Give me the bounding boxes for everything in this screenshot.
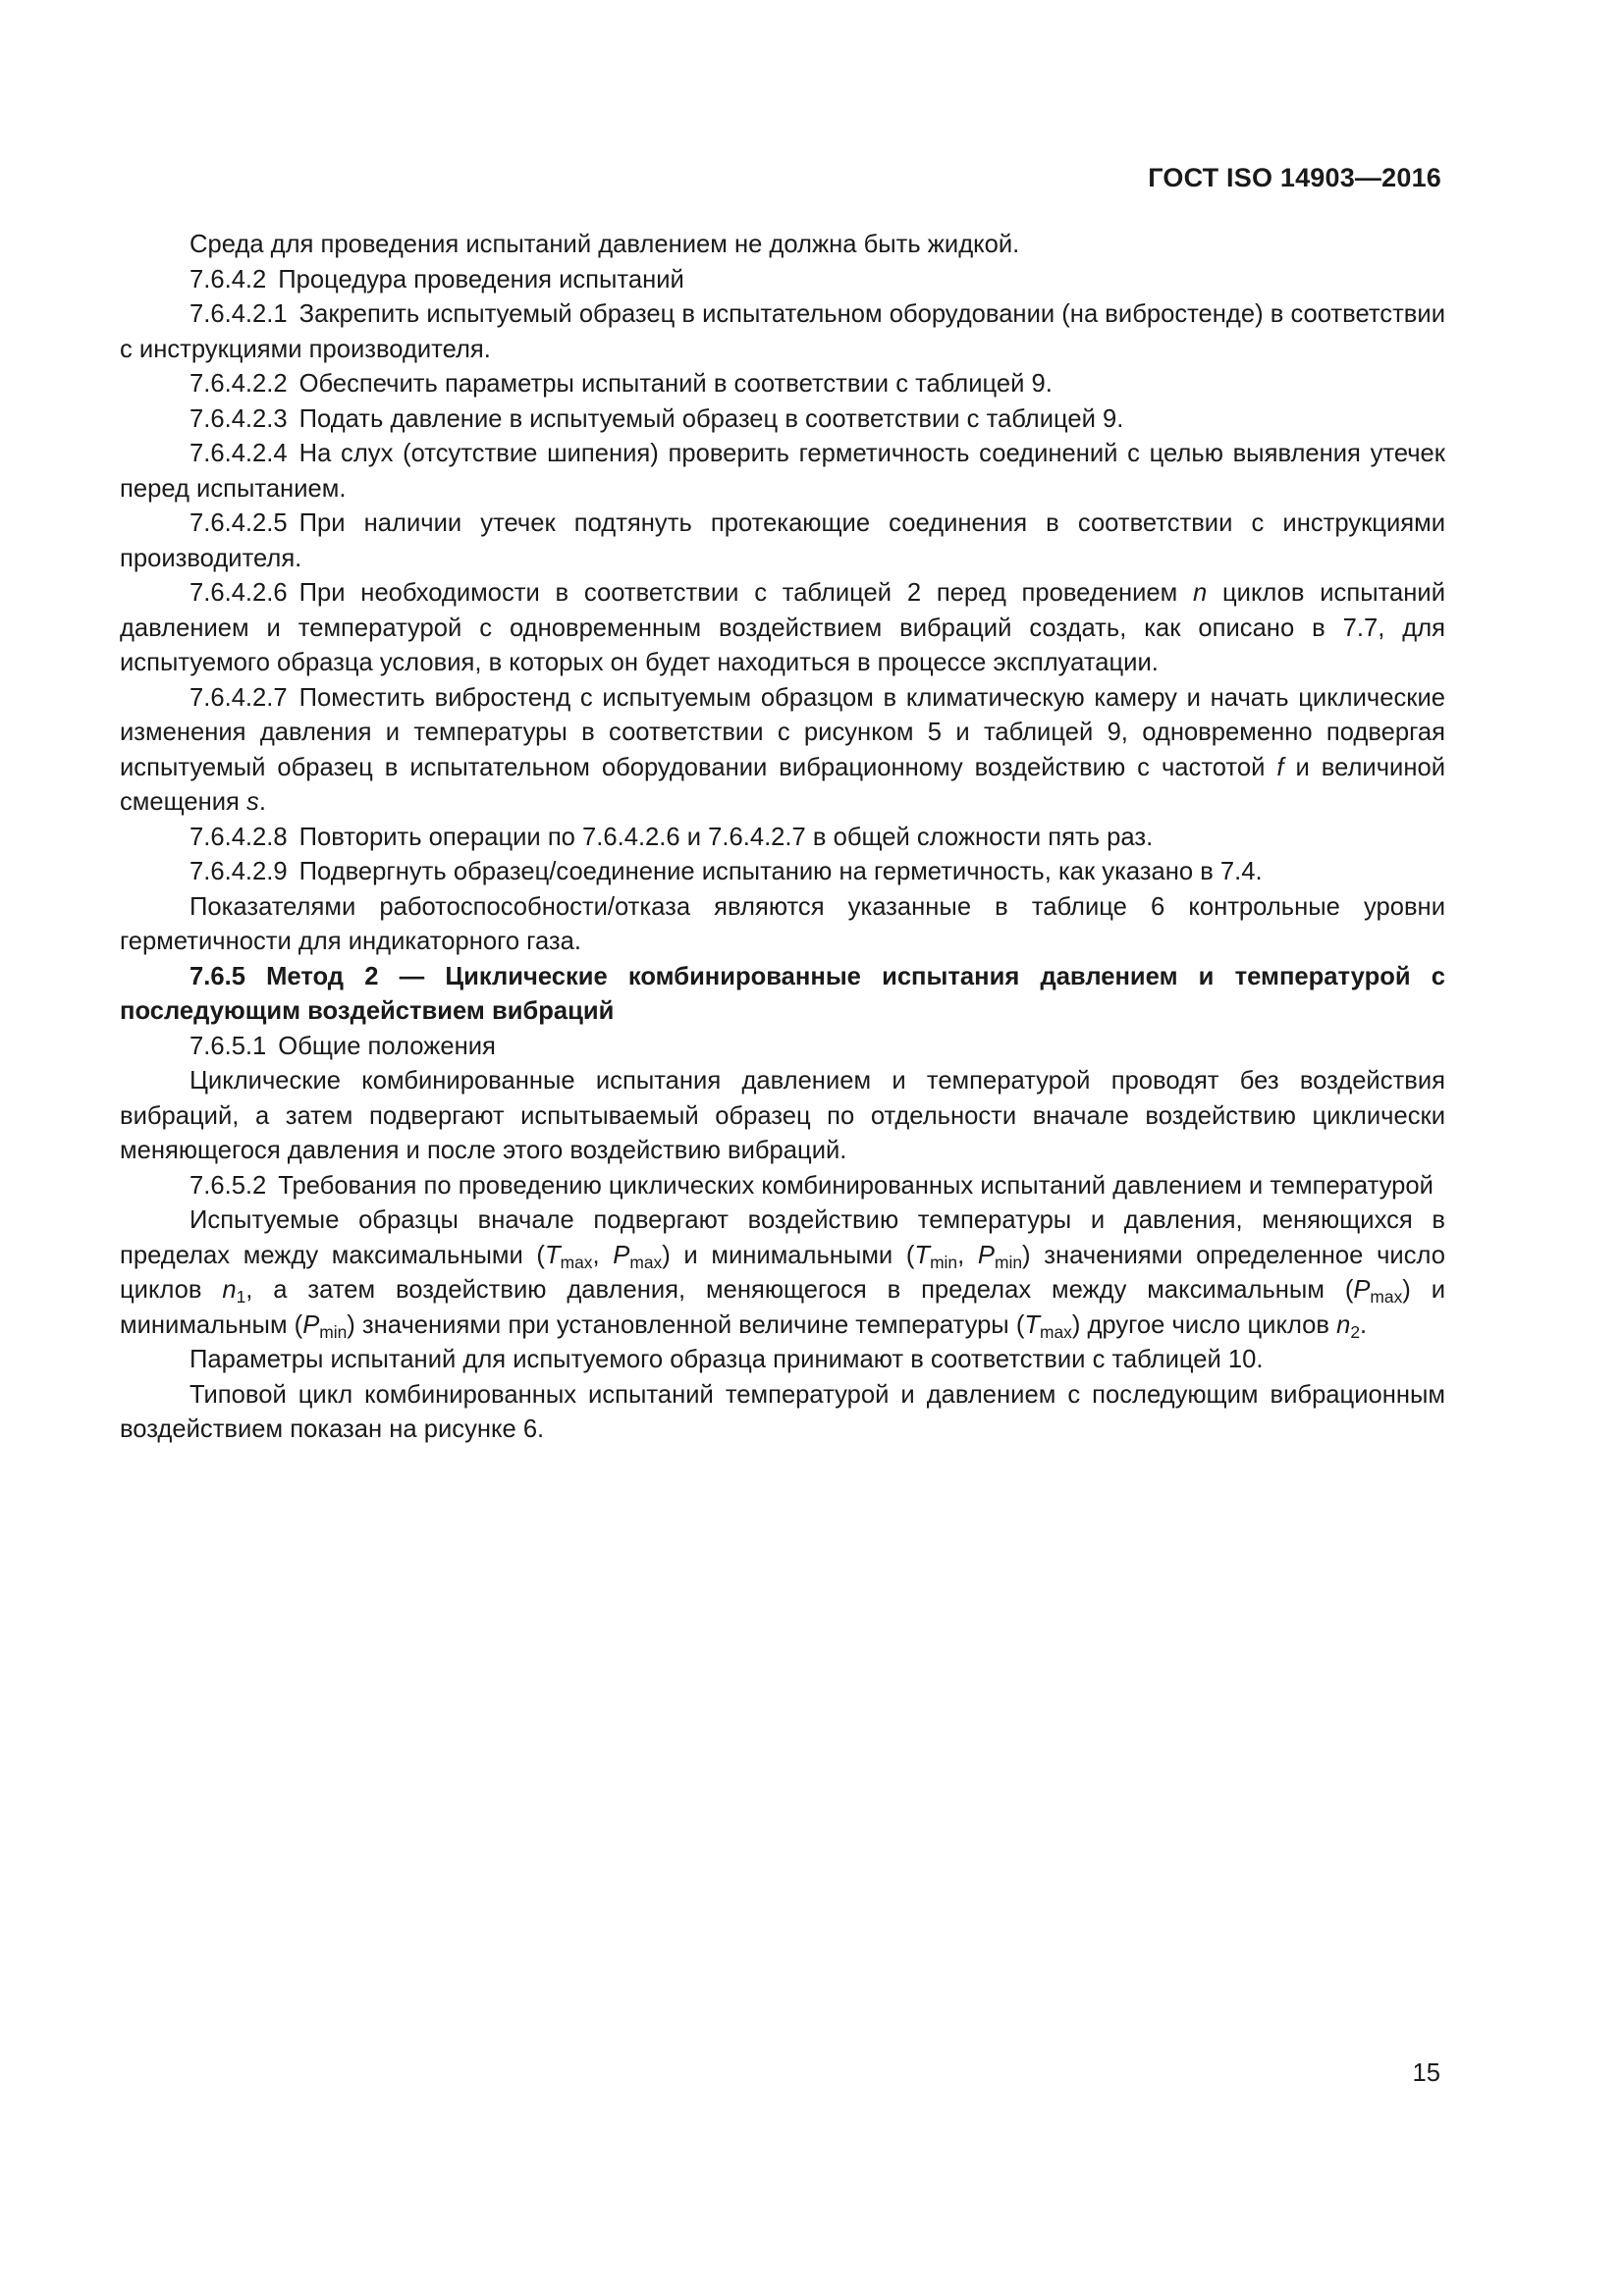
variable-s: s [246,788,259,816]
variable-t: T [544,1241,561,1269]
paragraph-text: Повторить операции по 7.6.4.2.6 и 7.6.4.2.7 в общей сложности пять раз. [298,823,1154,851]
document-header: ГОСТ ISO 14903—2016 [1148,163,1441,192]
document-body [120,228,1445,1448]
paragraph-text: Процедура проведения испытаний [278,265,684,294]
clause-number: 7.6.4.2.8 [189,823,288,851]
variable-p: P [302,1310,320,1339]
paragraph-text: Поместить вибростенд с испытуемым образцом в климатическую камеру и начать циклические изменения давления и температуры в соответствии с рисунком 5 и таблицей 9, одновременно подвергая испытуемый образец в испытательном оборудовании вибрационному воздействию с частотой [120,683,1445,781]
paragraph-text: Показателями работоспособности/отказа являются указанные в таблице 6 контрольные уровни герметичности для индикаторного газа. [120,892,1445,955]
paragraph-text: ) и минимальными ( [662,1241,915,1269]
variable-t: T [1024,1310,1040,1339]
paragraph-typical-cycle [120,1378,1445,1448]
variable-p: P [1353,1276,1371,1304]
paragraph-test-medium [120,228,1445,263]
paragraph-7-6-5-1 [120,1030,1445,1065]
paragraph-text: , [957,1241,978,1269]
paragraph-7-6-4-2-9 [120,855,1445,890]
paragraph-text: Требования по проведению циклических комбинированных испытаний давлением и температурой [278,1171,1434,1200]
heading-text: 7.6.5 Метод 2 — Циклические комбинированные испытания давлением и температурой с последующим воздействием вибраций [120,962,1445,1025]
paragraph-text: При необходимости в соответствии с таблицей 2 перед проведением [298,579,1193,607]
variable-n: n [1193,579,1208,607]
paragraph-text: Закрепить испытуемый образец в испытательном оборудовании (на вибростенде) в соответствии с инструкциями производителя. [120,300,1445,363]
paragraph-7-6-5-2 [120,1169,1445,1204]
variable-n: n [1336,1310,1351,1339]
paragraph-7-6-4-2-6 [120,576,1445,681]
variable-f: f [1276,753,1284,781]
paragraph-text: ) значениями при установленной величине температуры ( [347,1310,1025,1339]
paragraph-text: ) другое число циклов [1071,1310,1337,1339]
subscript: max [560,1252,593,1272]
paragraph-text: На слух (отсутствие шипения) проверить герметичность соединений с целью выявления утечек перед испытанием. [120,440,1445,503]
paragraph-7-6-4-2-3 [120,402,1445,438]
paragraph-text: Среда для проведения испытаний давлением не должна быть жидкой. [189,231,1020,258]
clause-number: 7.6.4.2.6 [189,579,288,607]
paragraph-7-6-4-2-2 [120,367,1445,402]
paragraph-7-6-4-2-5 [120,507,1445,576]
paragraph-general-description [120,1064,1445,1169]
clause-number: 7.6.5.2 [189,1171,267,1200]
paragraph-7-6-4-2-7 [120,681,1445,821]
paragraph-7-6-4-2 [120,263,1445,298]
clause-number: 7.6.4.2.3 [189,404,288,433]
paragraph-performance-indicators [120,890,1445,960]
page-number: 15 [1412,2059,1440,2087]
subscript: 2 [1350,1321,1361,1342]
paragraph-test-parameters [120,1343,1445,1378]
paragraph-text: Испытуемые образцы вначале подвергают воздействию температуры и давления, меняющихся в пределах между максимальными ( [120,1206,1445,1269]
clause-number: 7.6.4.2.5 [189,509,288,537]
paragraph-text: Параметры испытаний для испытуемого образца принимают в соответствии с таблицей 10. [189,1346,1264,1373]
subscript: max [629,1252,663,1272]
paragraph-text: Подвергнуть образец/соединение испытанию на герметичность, как указано в 7.4. [298,858,1263,885]
variable-p: P [613,1241,630,1269]
paragraph-text: , [592,1241,614,1269]
paragraph-text: При наличии утечек подтянуть протекающие соединения в соответствии с инструкциями производителя. [120,509,1445,572]
section-heading-7-6-5 [120,960,1445,1030]
variable-t: T [914,1241,931,1269]
clause-number: 7.6.4.2.1 [189,300,288,328]
subscript: min [930,1252,958,1272]
paragraph-test-cycles [120,1203,1445,1343]
paragraph-text: Циклические комбинированные испытания давлением и температурой проводят без воздействия вибраций, а затем подвергают испытываемый образец по отдельности вначале воздействию циклически меняющегося давления и после этого воздействию вибраций. [120,1067,1445,1164]
clause-number: 7.6.4.2.9 [189,858,288,885]
clause-number: 7.6.4.2.2 [189,370,288,398]
paragraph-text: ) значениями определенное число циклов [120,1241,1445,1304]
paragraph-7-6-4-2-1 [120,297,1445,367]
paragraph-text: циклов испытаний давлением и температурой с одновременным воздействием вибраций создать, как описано в 7.7, для испытуемого образца условия, в которых он будет находиться в процессе эксплуатации. [120,579,1445,676]
subscript: 1 [236,1286,246,1307]
subscript: min [319,1321,348,1342]
clause-number: 7.6.5.1 [189,1032,267,1060]
subscript: max [1370,1286,1403,1307]
clause-number: 7.6.4.2 [189,265,267,294]
paragraph-text: ) и минимальным ( [120,1276,1445,1339]
paragraph-text: Подать давление в испытуемый образец в соответствии с таблицей 9. [298,404,1124,433]
subscript: min [994,1252,1022,1272]
paragraph-text: и величиной смещения [120,753,1445,816]
variable-n: n [222,1276,237,1304]
clause-number: 7.6.4.2.7 [189,683,288,712]
paragraph-text: . [258,788,266,816]
paragraph-text: Обеспечить параметры испытаний в соответствии с таблицей 9. [298,370,1053,398]
clause-number: 7.6.4.2.4 [189,440,288,467]
variable-p: P [977,1241,995,1269]
paragraph-text: Типовой цикл комбинированных испытаний температурой и давлением с последующим вибрационным воздействием показан на рисунке 6. [120,1380,1445,1443]
paragraph-text: Общие положения [278,1032,496,1060]
paragraph-text: . [1360,1310,1368,1339]
paragraph-7-6-4-2-4 [120,437,1445,507]
subscript: max [1039,1321,1072,1342]
paragraph-7-6-4-2-8 [120,821,1445,856]
paragraph-text: , а затем воздействию давления, меняющегося в пределах между максимальным ( [245,1276,1354,1304]
